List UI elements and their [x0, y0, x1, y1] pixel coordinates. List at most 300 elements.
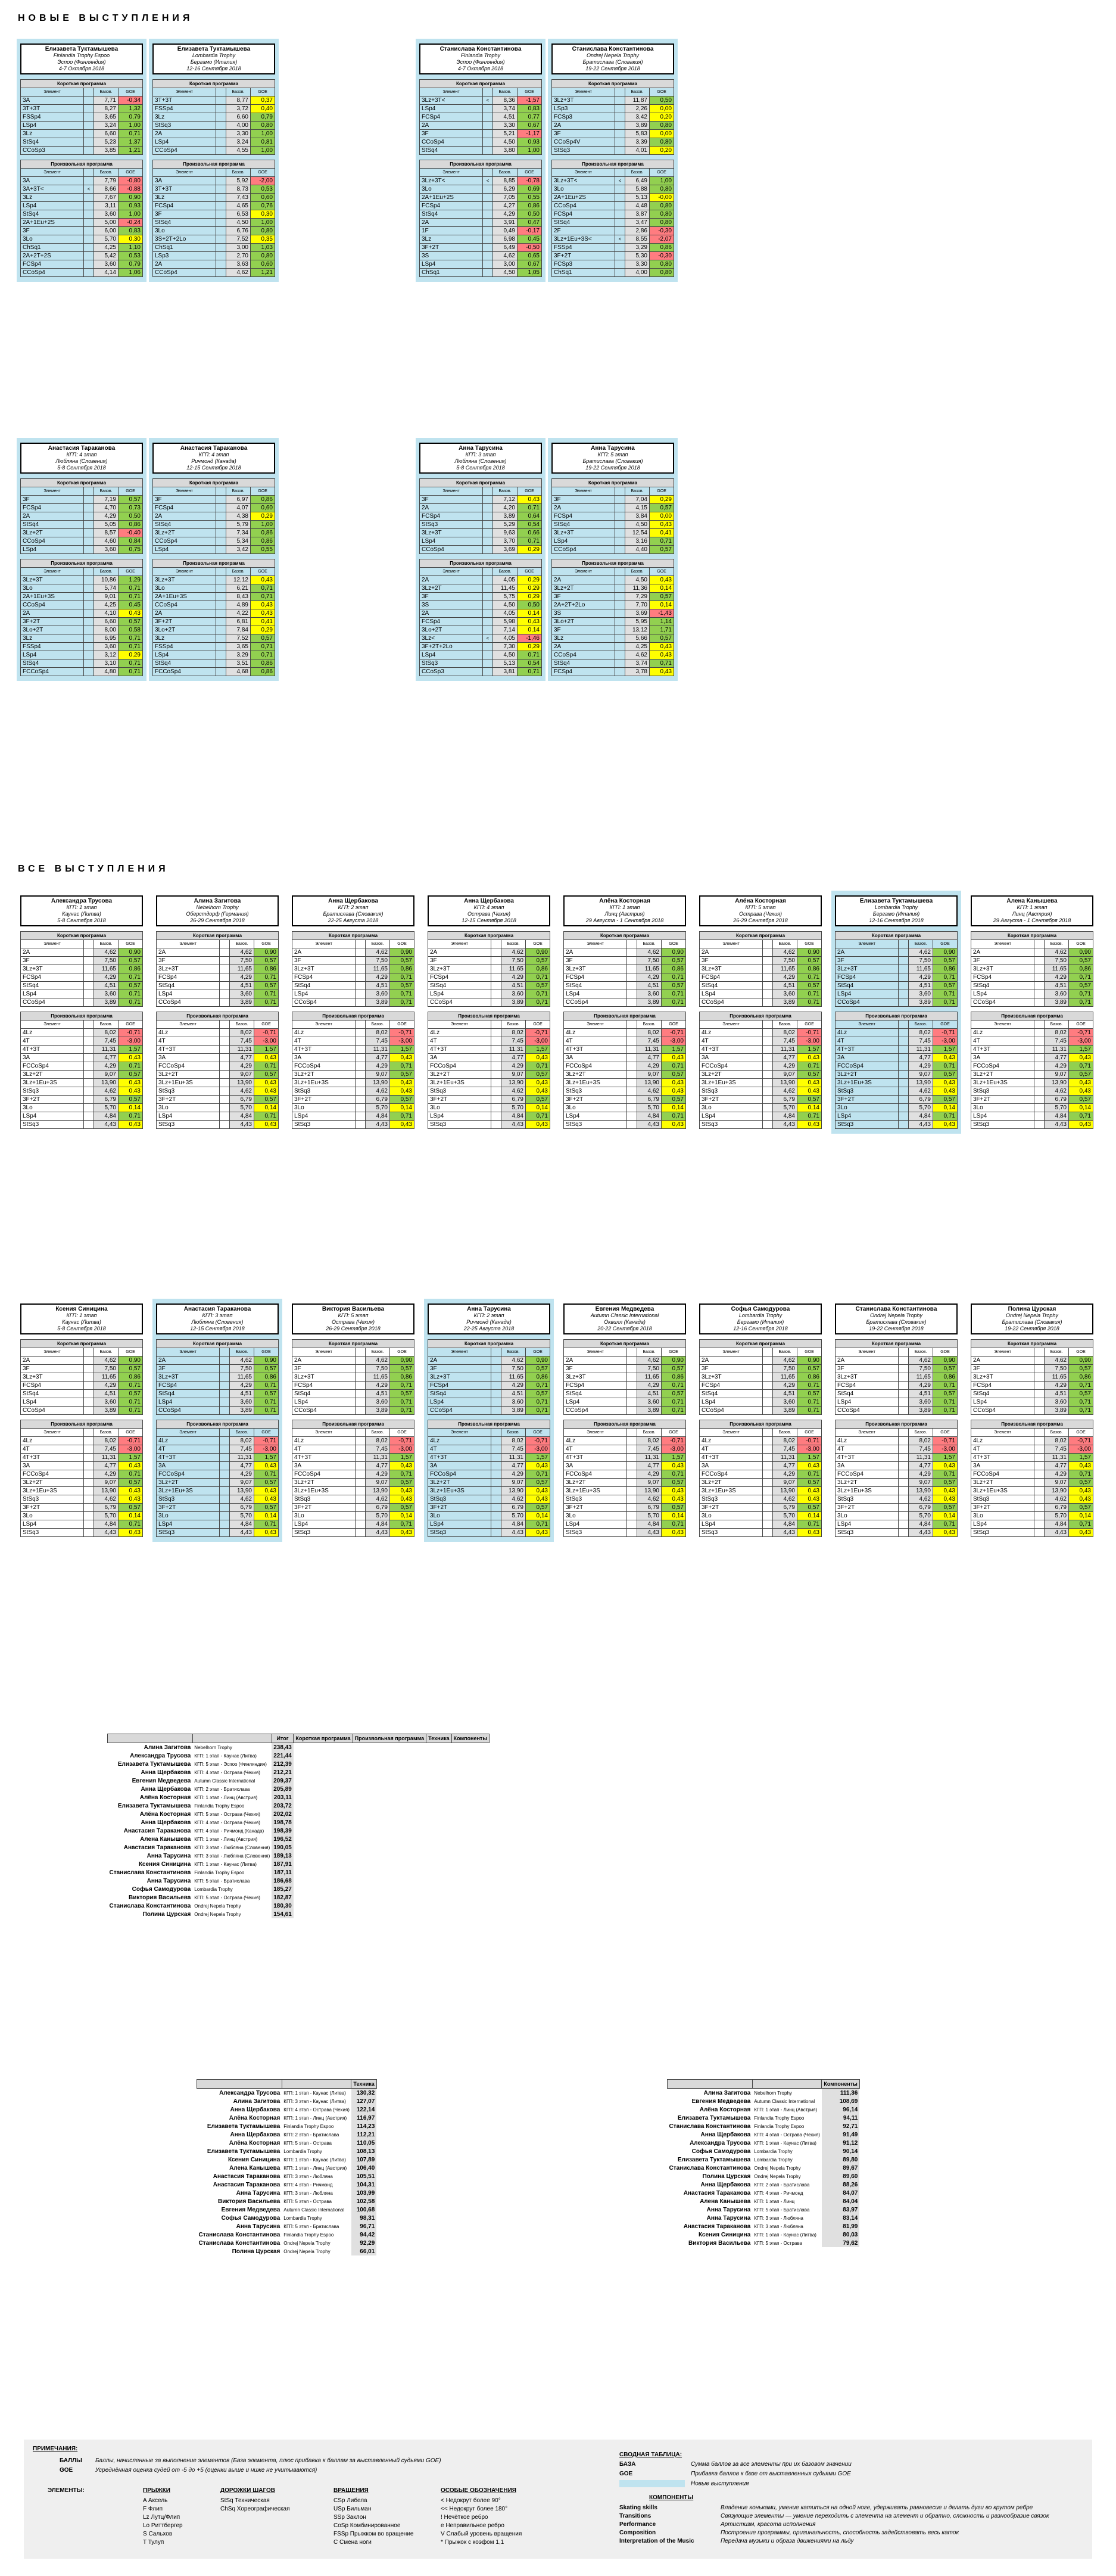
element-mark [1034, 1407, 1045, 1415]
element-mark [491, 1437, 501, 1445]
element-score: 3,74 [625, 659, 650, 668]
element-mark [491, 1062, 501, 1071]
element-mark [491, 1112, 501, 1121]
element-code: 3Lo [420, 185, 483, 194]
element-mark [627, 1096, 637, 1104]
col-base: Базов. [230, 1348, 254, 1357]
col-goe: GOE [518, 169, 542, 177]
element-goe: 0,71 [119, 1398, 143, 1407]
summary-event: КГП: 4 этап - Острава (Чехия) [754, 2132, 820, 2138]
element-row [292, 1504, 414, 1512]
element-goe: 0,71 [526, 1112, 550, 1121]
element-code: 3A [21, 1054, 84, 1062]
element-goe: 0,71 [119, 1520, 143, 1529]
element-score: 11,31 [637, 1454, 662, 1462]
element-code: FCCoSp4 [21, 1470, 84, 1479]
element-mark [356, 1487, 366, 1495]
element-row [700, 1112, 822, 1121]
element-goe: 0,86 [526, 965, 550, 973]
element-mark [84, 1529, 94, 1537]
element-goe: 0,71 [526, 1062, 550, 1071]
element-code: 2A [836, 948, 899, 957]
element-row [428, 1046, 550, 1054]
sheet-header [20, 443, 143, 474]
element-row [292, 948, 414, 957]
element-code: LSp4 [157, 990, 220, 998]
element-code: FCSp4 [420, 618, 483, 626]
element-score: 13,90 [909, 1079, 933, 1087]
element-row [836, 1029, 958, 1037]
element-score: 4,84 [909, 1520, 933, 1529]
col-base: Базов. [493, 169, 518, 177]
element-goe: 0,57 [119, 1096, 143, 1104]
competition-date: 29 Августа - 1 Сентября 2018 [585, 917, 664, 923]
element-row [157, 1407, 279, 1415]
element-row [21, 1437, 143, 1445]
element-mark [627, 1121, 637, 1129]
element-row [700, 1096, 822, 1104]
element-mark [483, 105, 493, 113]
element-row [420, 546, 542, 554]
element-row [420, 227, 542, 235]
element-code: 4T [836, 1037, 899, 1046]
summary-row [197, 2130, 377, 2139]
element-code: 2A+1Eu+2S [420, 194, 483, 202]
element-row [21, 546, 143, 554]
competition-name: КГП: 3 этап [465, 452, 496, 458]
element-score: 7,50 [637, 1365, 662, 1373]
element-row [21, 634, 143, 643]
element-score: 11,65 [366, 1373, 390, 1382]
summary-event: КГП: 4 этап - Ричмонд [754, 2190, 803, 2196]
summary-value: 89,67 [822, 2164, 859, 2172]
element-score: 4,29 [493, 210, 518, 219]
element-goe: 0,43 [933, 1079, 958, 1087]
element-code: 2A [21, 1357, 84, 1365]
competition-place: Острава (Чехия) [467, 911, 510, 917]
element-goe: 0,71 [1069, 1520, 1093, 1529]
competition-place: Братислава (Словакия) [1002, 1319, 1062, 1325]
element-goe: 0,43 [662, 1462, 686, 1470]
element-row [292, 990, 414, 998]
element-code: 3Lz+1Eu+3S [836, 1487, 899, 1495]
element-score: 7,50 [501, 957, 526, 965]
element-goe: 1,05 [518, 269, 542, 277]
competition-date: 12-15 Сентября 2018 [190, 1326, 245, 1331]
summary-skater: Виктория Васильева [688, 2239, 751, 2247]
element-row [428, 998, 550, 1007]
element-row [292, 1487, 414, 1495]
element-code: 3Lz [21, 194, 84, 202]
element-score: 4,29 [773, 973, 797, 982]
summary-row [108, 1893, 490, 1902]
element-row [157, 1062, 279, 1071]
element-score: 0,49 [493, 227, 518, 235]
element-code: 2A [552, 504, 615, 512]
element-code: 3A [836, 1054, 899, 1062]
element-goe: 0,29 [650, 496, 674, 504]
element-goe: 0,43 [390, 1079, 414, 1087]
element-code: LSp4 [21, 1520, 84, 1529]
element-goe: 0,86 [1069, 965, 1093, 973]
element-row [420, 576, 542, 584]
element-row [292, 1462, 414, 1470]
mark-legend-item: << Недокрут более 180° [441, 2506, 508, 2512]
summary-value: 100,68 [351, 2205, 376, 2214]
element-code: 3A+3T< [21, 185, 84, 194]
element-goe: 1,00 [251, 147, 275, 155]
element-mark [615, 512, 625, 521]
element-mark [84, 973, 94, 982]
element-code: StSq4 [21, 1390, 84, 1398]
element-goe: 0,43 [650, 576, 674, 584]
element-score: 7,84 [226, 626, 251, 634]
summary-skater: Ксения Синицина [698, 2231, 751, 2238]
element-mark [491, 998, 501, 1007]
table-caption-row [420, 559, 542, 568]
element-table [563, 1420, 686, 1537]
sheet-header [20, 895, 143, 926]
summary-skater: Ксения Синицина [227, 2156, 280, 2163]
element-row [564, 1487, 686, 1495]
table-subheader [428, 1429, 550, 1437]
table-caption-row [292, 932, 414, 940]
element-goe: 0,50 [518, 601, 542, 609]
element-row [157, 1357, 279, 1365]
element-code: 3Lo [153, 584, 216, 593]
element-code: 3Lz+1Eu+3S [700, 1079, 763, 1087]
summary-row [108, 1885, 490, 1893]
summary-event: КГП: 3 этап - Любляна (Словения) [194, 1853, 270, 1859]
element-score: 4,65 [226, 202, 251, 210]
element-code: StSq3 [564, 1495, 627, 1504]
element-row [971, 990, 1093, 998]
element-goe: 0,43 [390, 1054, 414, 1062]
element-score: 6,79 [1045, 1504, 1069, 1512]
element-goe: 0,81 [251, 138, 275, 147]
element-mark [84, 1382, 94, 1390]
element-row [292, 1520, 414, 1529]
element-goe: 0,71 [526, 990, 550, 998]
section-title-all: ВСЕ ВЫСТУПЛЕНИЯ [18, 864, 169, 874]
element-row [420, 529, 542, 537]
element-row [700, 965, 822, 973]
element-row [420, 512, 542, 521]
element-goe: 0,57 [933, 1096, 958, 1104]
element-row [552, 130, 674, 138]
element-goe: 0,57 [797, 982, 822, 990]
element-table [699, 1012, 822, 1129]
element-mark [220, 998, 230, 1007]
element-table [20, 478, 143, 554]
table-caption: Произвольная программа [153, 160, 275, 169]
element-mark [84, 1096, 94, 1104]
col-mark [220, 1429, 230, 1437]
element-row [21, 1037, 143, 1046]
element-code: CCoSp4 [153, 601, 216, 609]
element-goe: 0,71 [1069, 973, 1093, 982]
element-goe: 0,71 [119, 130, 143, 138]
element-code: 3F [971, 957, 1034, 965]
competition-place: Бергамо (Италия) [737, 1319, 784, 1325]
table-subheader [292, 1348, 414, 1357]
element-code: LSp4 [153, 651, 216, 659]
element-score: 7,04 [625, 496, 650, 504]
element-score: 4,29 [366, 1470, 390, 1479]
spin-legend-item: CSp Либела [333, 2497, 367, 2504]
element-goe: -0,40 [119, 529, 143, 537]
element-mark [84, 948, 94, 957]
element-score: 4,29 [637, 1062, 662, 1071]
element-mark [84, 609, 94, 618]
skater-name: Станислава Константинова [572, 46, 654, 52]
element-code: StSq3 [292, 1529, 356, 1537]
element-score: 5,70 [230, 1512, 254, 1520]
summary-value: 122,14 [351, 2105, 376, 2114]
table-subheader [153, 88, 275, 97]
element-table [156, 1012, 279, 1129]
element-mark [216, 130, 226, 138]
element-goe: 0,57 [1069, 1365, 1093, 1373]
element-score: 11,87 [625, 97, 650, 105]
element-row [21, 138, 143, 147]
competition-name: КГП: 5 этап [745, 904, 776, 910]
col-mark [220, 1348, 230, 1357]
element-code: 3Lz+3T [292, 965, 356, 973]
element-mark [483, 584, 493, 593]
element-score: 8,77 [226, 97, 251, 105]
element-row [21, 948, 143, 957]
element-row [153, 122, 275, 130]
element-code: 4T+3T [700, 1454, 763, 1462]
element-score: 6,79 [501, 1096, 526, 1104]
competition-place: Линц (Австрия) [604, 911, 645, 917]
summary-value: 98,31 [351, 2214, 376, 2222]
element-code: LSp4 [21, 546, 84, 554]
element-mark [1034, 1398, 1045, 1407]
table-subheader [292, 1429, 414, 1437]
element-row [21, 1112, 143, 1121]
element-score: 3,60 [94, 260, 119, 269]
element-row [420, 122, 542, 130]
element-code: 2A+2T+2S [21, 252, 84, 260]
element-row [971, 1390, 1093, 1398]
summary-event: Finlandia Trophy Espoo [754, 2123, 805, 2129]
element-goe: 0,71 [1069, 1470, 1093, 1479]
element-mark [615, 643, 625, 651]
element-row [292, 1079, 414, 1087]
element-mark [627, 1112, 637, 1121]
section-title-new: НОВЫЕ ВЫСТУПЛЕНИЯ [18, 13, 194, 23]
component-desc: Построение программы, оригинальность, способность задействовать весь каток [721, 2530, 959, 2536]
element-score: 4,89 [226, 601, 251, 609]
element-row [700, 1462, 822, 1470]
element-row [552, 521, 674, 529]
col-goe: GOE [119, 1429, 143, 1437]
element-row [564, 1112, 686, 1121]
col-element: Элемент [700, 940, 763, 948]
element-score: 13,90 [1045, 1079, 1069, 1087]
col-goe: GOE [518, 487, 542, 496]
skater-name: Алена Канышева [1006, 898, 1058, 904]
element-code: LSp4 [700, 1112, 763, 1121]
element-mark [220, 1357, 230, 1365]
element-goe: 0,14 [119, 1512, 143, 1520]
element-row [153, 537, 275, 546]
element-code: 3F+2T [428, 1096, 491, 1104]
element-goe: 0,43 [518, 618, 542, 626]
element-score: 4,05 [493, 609, 518, 618]
element-row [428, 1037, 550, 1046]
element-mark [491, 990, 501, 998]
element-table [156, 931, 279, 1007]
element-mark [356, 1365, 366, 1373]
competition-place: Братислава (Словакия) [866, 1319, 927, 1325]
element-row [428, 1487, 550, 1495]
element-row [420, 651, 542, 659]
element-code: 3Lz [21, 130, 84, 138]
element-mark [216, 496, 226, 504]
element-goe: 0,57 [390, 1096, 414, 1104]
summary-skater: Станислава Константинова [669, 2164, 751, 2171]
table-caption: Произвольная программа [836, 1420, 958, 1429]
element-row [420, 147, 542, 155]
element-row [292, 1037, 414, 1046]
element-code: 3A [21, 97, 84, 105]
element-score: 4,50 [493, 601, 518, 609]
element-mark [763, 1373, 773, 1382]
element-row [700, 957, 822, 965]
element-goe: 0,57 [797, 1479, 822, 1487]
element-row [552, 185, 674, 194]
element-mark [615, 227, 625, 235]
element-score: 11,65 [1045, 965, 1069, 973]
element-mark: < [84, 185, 94, 194]
table-caption: Произвольная программа [971, 1012, 1093, 1021]
element-goe: 0,71 [933, 1470, 958, 1479]
element-goe: 0,79 [119, 260, 143, 269]
sheet-header [156, 1303, 279, 1334]
col-goe: GOE [797, 1021, 822, 1029]
element-goe: 0,71 [390, 1112, 414, 1121]
col-mark [899, 1429, 909, 1437]
element-mark [615, 537, 625, 546]
col-mark [216, 169, 226, 177]
element-goe: 1,57 [526, 1454, 550, 1462]
competition-name: Ondrej Nepela Trophy [1006, 1312, 1058, 1318]
element-row [836, 1487, 958, 1495]
element-code: CCoSp4 [292, 1407, 356, 1415]
spins-title: ВРАЩЕНИЯ [333, 2487, 369, 2494]
summary-event: КГП: 1 этап - Линц [754, 2198, 795, 2204]
element-goe: 1,00 [251, 130, 275, 138]
element-goe: 0,57 [1069, 1479, 1093, 1487]
summary-value: 130,32 [351, 2089, 376, 2098]
element-goe: 0,71 [254, 1112, 279, 1121]
element-code: 2A [420, 219, 483, 227]
element-mark [1034, 1121, 1045, 1129]
summary-event: Finlandia Trophy Espoo [194, 1803, 245, 1809]
element-code: 3F [564, 957, 627, 965]
element-code: StSq4 [971, 1390, 1034, 1398]
summary-event: Lombardia Trophy [754, 2157, 793, 2163]
competition-place: Эспоо (Финляндия) [57, 59, 106, 65]
element-mark [491, 1462, 501, 1470]
element-row [157, 1512, 279, 1520]
sheet-header [835, 895, 958, 926]
table-caption: Короткая программа [836, 1340, 958, 1348]
element-mark [220, 1087, 230, 1096]
summary-event: КГП: 1 этап - Линц (Австрия) [194, 1794, 258, 1800]
element-score: 4,77 [94, 1462, 119, 1470]
element-code: 3F+2T [836, 1096, 899, 1104]
element-goe: 0,57 [662, 1479, 686, 1487]
col-element: Элемент [21, 1348, 84, 1357]
element-score: 6,98 [493, 235, 518, 244]
table-subheader [21, 1348, 143, 1357]
element-score: 3,60 [773, 1398, 797, 1407]
element-mark [627, 1487, 637, 1495]
element-mark [1034, 1462, 1045, 1470]
element-score: 3,39 [625, 138, 650, 147]
element-goe: 1,57 [254, 1046, 279, 1054]
element-goe: 0,57 [1069, 982, 1093, 990]
element-row [157, 1454, 279, 1462]
element-mark [220, 1487, 230, 1495]
element-goe: 0,83 [119, 227, 143, 235]
element-mark [491, 1382, 501, 1390]
element-goe: 0,54 [518, 659, 542, 668]
element-goe: 0,43 [390, 1495, 414, 1504]
element-table [835, 1420, 958, 1537]
element-code: FCSp4 [21, 1382, 84, 1390]
element-code: 3A [700, 1462, 763, 1470]
element-score: 3,89 [94, 1407, 119, 1415]
element-score: 4,51 [366, 982, 390, 990]
col-base: Базов. [94, 568, 119, 576]
element-code: FCSp4 [836, 973, 899, 982]
element-row [700, 1454, 822, 1462]
element-goe: -3,00 [662, 1445, 686, 1454]
element-row [971, 998, 1093, 1007]
element-score: 7,71 [94, 97, 119, 105]
element-code: 3F [21, 957, 84, 965]
element-score: 9,63 [493, 529, 518, 537]
col-base: Базов. [501, 940, 526, 948]
element-goe: 0,57 [254, 982, 279, 990]
col-element: Элемент [420, 487, 483, 496]
element-row [153, 113, 275, 122]
elements-title: ЭЛЕМЕНТЫ: [48, 2487, 85, 2494]
element-code: 3A [428, 1054, 491, 1062]
table-caption: Произвольная программа [564, 1012, 686, 1021]
summary-event: КГП: 5 этап - Острава (Чехия) [194, 1811, 260, 1817]
table-caption-row [971, 932, 1093, 940]
element-score: 5,70 [501, 1104, 526, 1112]
col-mark [84, 1348, 94, 1357]
col-base: Базов. [94, 1021, 119, 1029]
element-goe: 1,71 [650, 626, 674, 634]
element-goe: 0,57 [933, 957, 958, 965]
col-base: Базов. [226, 487, 251, 496]
element-mark [84, 113, 94, 122]
element-score: 4,84 [94, 1112, 119, 1121]
element-score: 3,65 [94, 113, 119, 122]
element-mark [483, 593, 493, 601]
table-subheader [21, 1429, 143, 1437]
element-mark [216, 177, 226, 185]
element-goe: 0,71 [1069, 1382, 1093, 1390]
